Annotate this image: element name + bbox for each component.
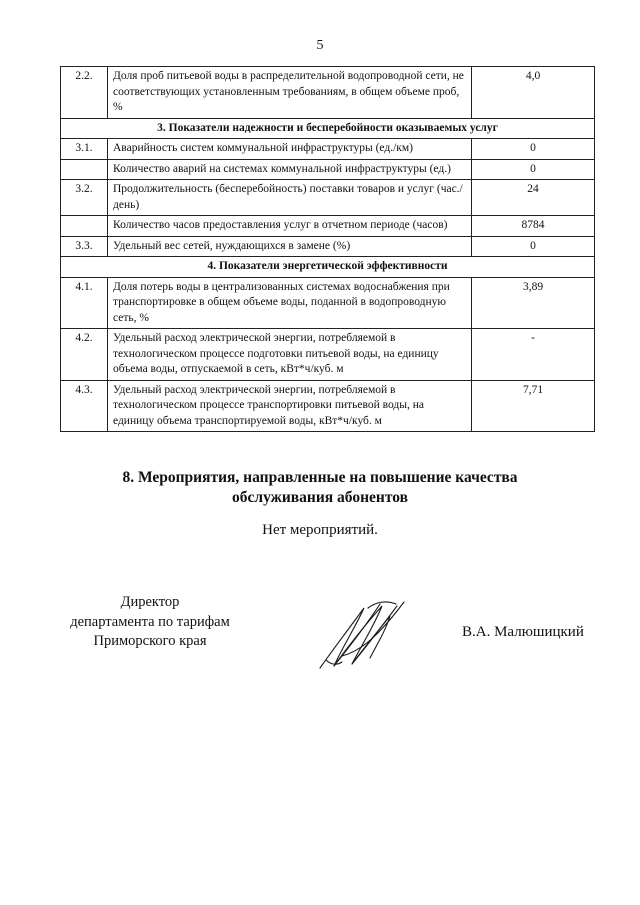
indicator-value: 4,0: [472, 67, 595, 119]
row-number: [61, 159, 108, 180]
indicator-name: Доля потерь воды в централизованных системах водоснабжения при транспортировке в общем объеме воды, поданной в водопроводную сеть, %: [108, 277, 472, 329]
signer-title: [50, 593, 250, 652]
row-number: 4.3.: [61, 380, 108, 432]
handwritten-signature: [312, 596, 412, 676]
row-number: 2.2.: [61, 67, 108, 119]
row-number: 3.2.: [61, 180, 108, 216]
signer-name: В.А. Малюшицкий: [462, 624, 584, 640]
table-row: [61, 329, 595, 381]
row-number: 4.2.: [61, 329, 108, 381]
indicator-value: 3,89: [472, 277, 595, 329]
indicator-value: 0: [472, 139, 595, 160]
section-title: 4. Показатели энергетической эффективности: [61, 257, 595, 278]
indicators-table: [60, 66, 595, 432]
section-8-heading-line-2: обслуживания абонентов: [232, 489, 408, 507]
section-title: 3. Показатели надежности и бесперебойности оказываемых услуг: [61, 118, 595, 139]
signer-title-line-1: Директор: [120, 594, 180, 610]
indicator-value: -: [472, 329, 595, 381]
table-row: [61, 67, 595, 119]
indicator-value: 7,71: [472, 380, 595, 432]
table-row: [61, 139, 595, 160]
indicator-name: Удельный расход электрической энергии, потребляемой в технологическом процессе подготовки питьевой воды, на единицу объема воды, отпускаемой в сеть, кВт*ч/куб. м: [108, 329, 472, 381]
indicator-name: Доля проб питьевой воды в распределительной водопроводной сети, не соответствующих установленным требованиям, в общем объеме проб, %: [108, 67, 472, 119]
row-number: 3.3.: [61, 236, 108, 257]
section-8-heading: [0, 468, 640, 508]
indicator-name: Продолжительность (бесперебойность) поставки товаров и услуг (час./день): [108, 180, 472, 216]
no-measures-note: Нет мероприятий.: [262, 522, 378, 538]
indicator-name: Количество аварий на системах коммунальной инфраструктуры (ед.): [108, 159, 472, 180]
indicators-table-body: [61, 67, 595, 432]
table-row: [61, 159, 595, 180]
section-8-heading-line-1: 8. Мероприятия, направленные на повышение качества: [122, 469, 518, 486]
indicator-value: 0: [472, 236, 595, 257]
section-header-row: [61, 118, 595, 139]
table-row: [61, 180, 595, 216]
table-row: [61, 216, 595, 237]
indicator-value: 24: [472, 180, 595, 216]
indicator-name: Удельный расход электрической энергии, потребляемой в технологическом процессе транспортировки питьевой воды, на единицу объема транспортируемой воды, кВт*ч/куб. м: [108, 380, 472, 432]
indicator-name: Аварийность систем коммунальной инфраструктуры (ед./км): [108, 139, 472, 160]
table-row: [61, 277, 595, 329]
indicator-value: 0: [472, 159, 595, 180]
table-row: [61, 380, 595, 432]
signer-title-line-2: департамента по тарифам: [70, 613, 230, 630]
section-header-row: [61, 257, 595, 278]
indicator-value: 8784: [472, 216, 595, 237]
table-row: [61, 236, 595, 257]
row-number: 3.1.: [61, 139, 108, 160]
indicator-name: Удельный вес сетей, нуждающихся в замене (%): [108, 236, 472, 257]
indicator-name: Количество часов предоставления услуг в отчетном периоде (часов): [108, 216, 472, 237]
signer-title-line-3: Приморского края: [93, 633, 207, 650]
row-number: 4.1.: [61, 277, 108, 329]
row-number: [61, 216, 108, 237]
page-number: 5: [316, 38, 324, 53]
